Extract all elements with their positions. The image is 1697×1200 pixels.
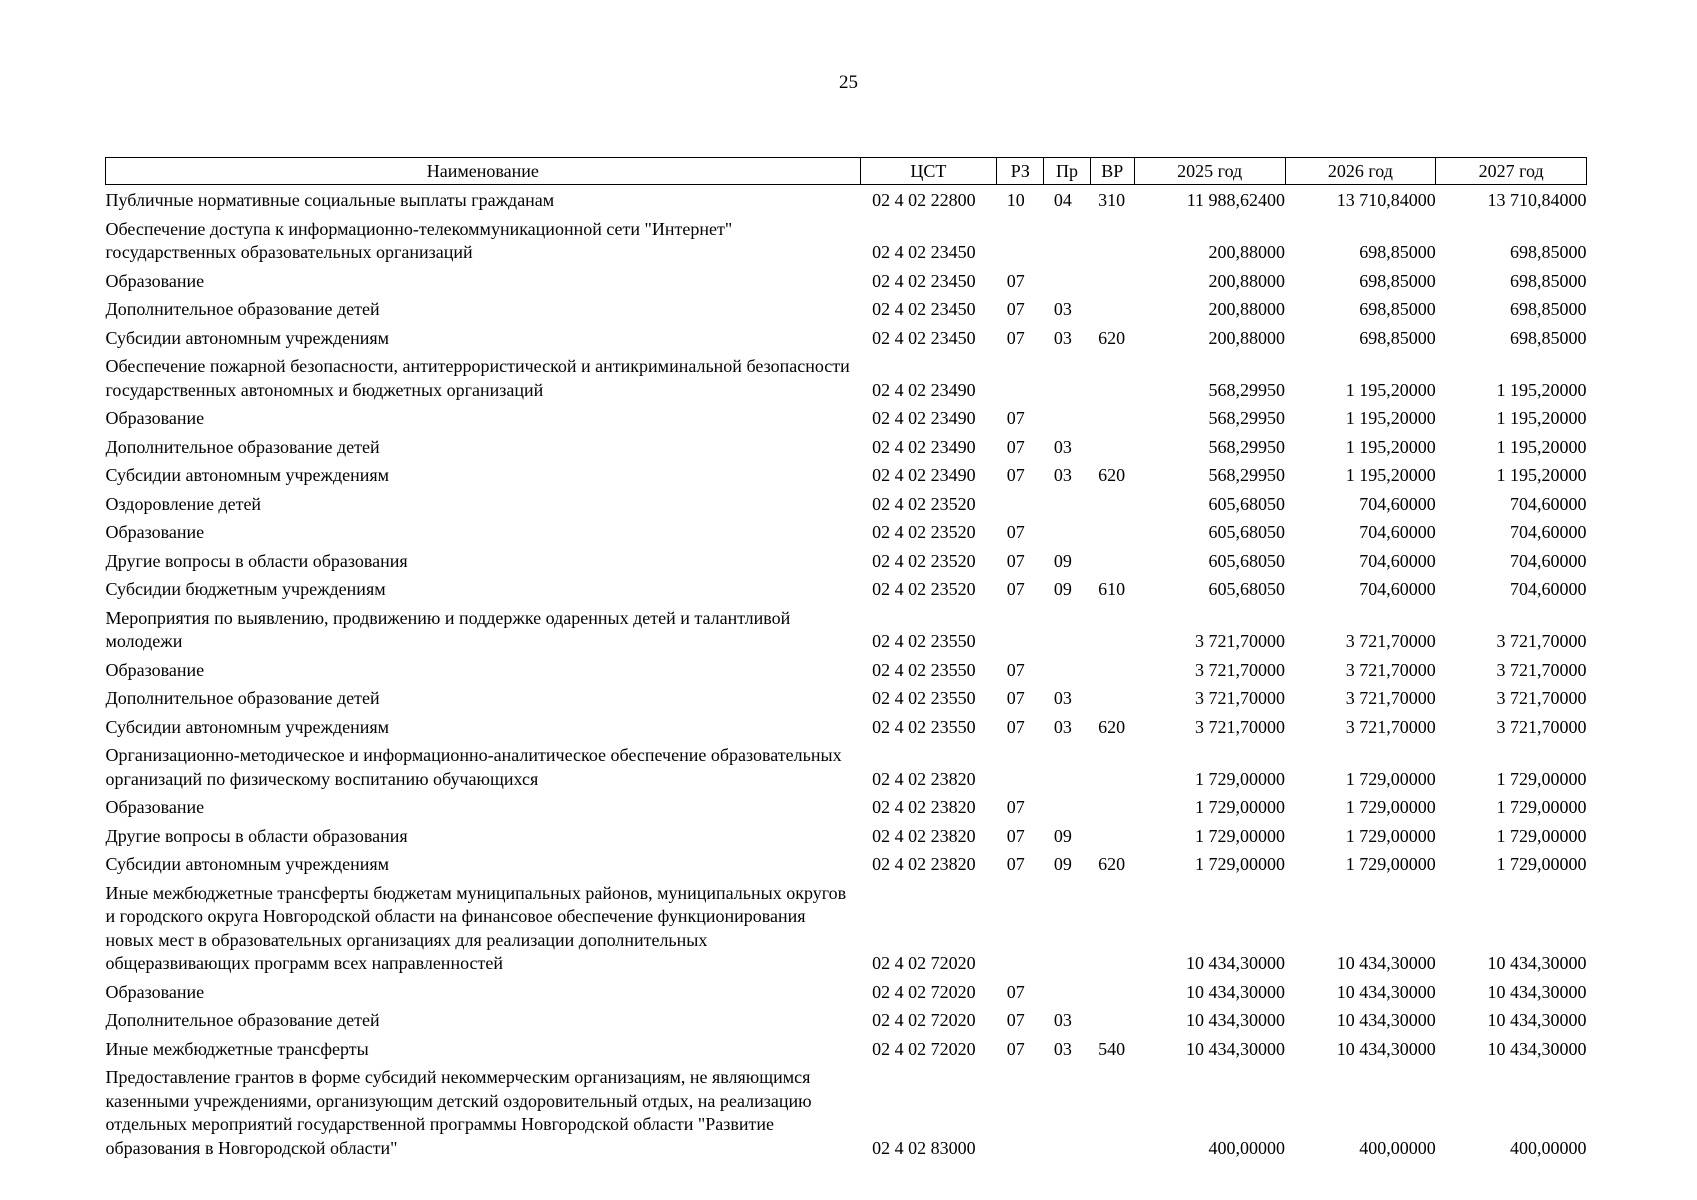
row-rz bbox=[997, 488, 1044, 517]
row-cst: 02 4 02 22800 bbox=[872, 190, 976, 210]
header-name: Наименование bbox=[106, 158, 861, 185]
table-row bbox=[106, 791, 1587, 820]
row-cst: 02 4 02 23450 bbox=[872, 242, 976, 262]
table-row bbox=[106, 848, 1587, 877]
row-value-2026: 13 710,84000 bbox=[1336, 190, 1436, 210]
row-name: Образование bbox=[105, 797, 205, 817]
row-name: Другие вопросы в области образования bbox=[105, 550, 408, 571]
row-value-2025: 1 729,00000 bbox=[1195, 797, 1286, 817]
table-body bbox=[106, 185, 1587, 1161]
header-2026: 2026 год bbox=[1285, 158, 1436, 185]
row-pr: 03 bbox=[1053, 688, 1072, 708]
row-value-2026: 10 434,30000 bbox=[1336, 1010, 1436, 1030]
row-pr: 03 bbox=[1053, 465, 1072, 485]
row-vr: 610 bbox=[1098, 579, 1126, 599]
row-cst: 02 4 02 23550 bbox=[872, 659, 976, 680]
row-pr: 03 bbox=[1053, 1010, 1072, 1030]
row-cst: 02 4 02 23520 bbox=[872, 550, 976, 571]
row-rz: 07 bbox=[1006, 579, 1025, 599]
row-value-2027: 1 729,00000 bbox=[1496, 797, 1587, 817]
table-row bbox=[106, 516, 1587, 545]
row-value-2026: 1 729,00000 bbox=[1345, 797, 1436, 817]
row-name: Образование bbox=[105, 659, 205, 680]
row-cst: 02 4 02 23820 bbox=[872, 825, 976, 846]
row-value-2025: 605,68050 bbox=[1208, 493, 1286, 514]
row-cst: 02 4 02 23450 bbox=[872, 327, 976, 348]
row-value-2026: 1 195,20000 bbox=[1345, 436, 1436, 457]
row-cst: 02 4 02 23490 bbox=[872, 436, 976, 457]
row-value-2027: 704,60000 bbox=[1510, 493, 1587, 514]
table-row bbox=[106, 877, 1587, 976]
row-value-2026: 400,00000 bbox=[1359, 1137, 1436, 1158]
row-value-2026: 1 195,20000 bbox=[1345, 465, 1436, 485]
row-value-2025: 10 434,30000 bbox=[1186, 981, 1286, 1002]
row-value-2027: 704,60000 bbox=[1510, 550, 1587, 571]
row-value-2026: 698,85000 bbox=[1359, 270, 1436, 291]
row-value-2027: 1 195,20000 bbox=[1496, 408, 1587, 428]
budget-table bbox=[105, 157, 1587, 1160]
row-pr bbox=[1044, 1061, 1090, 1160]
row-name: Образование bbox=[105, 408, 205, 428]
row-cst: 02 4 02 23820 bbox=[872, 768, 976, 789]
row-value-2025: 10 434,30000 bbox=[1186, 1010, 1286, 1030]
row-value-2026: 10 434,30000 bbox=[1336, 953, 1436, 973]
row-rz bbox=[997, 739, 1044, 791]
row-vr bbox=[1090, 213, 1134, 265]
row-vr bbox=[1090, 1004, 1134, 1033]
row-pr: 03 bbox=[1053, 436, 1072, 457]
row-value-2027: 1 195,20000 bbox=[1496, 436, 1587, 457]
row-value-2027: 698,85000 bbox=[1510, 299, 1587, 319]
row-cst: 02 4 02 23490 bbox=[872, 408, 976, 428]
row-value-2027: 3 721,70000 bbox=[1496, 631, 1587, 651]
row-rz bbox=[997, 877, 1044, 976]
row-vr bbox=[1090, 1061, 1134, 1160]
row-value-2026: 1 729,00000 bbox=[1345, 768, 1436, 789]
row-value-2025: 3 721,70000 bbox=[1195, 688, 1286, 708]
row-value-2027: 704,60000 bbox=[1510, 522, 1587, 542]
row-rz: 07 bbox=[1006, 688, 1025, 708]
table-row bbox=[106, 459, 1587, 488]
row-value-2026: 10 434,30000 bbox=[1336, 981, 1436, 1002]
row-vr: 620 bbox=[1098, 716, 1126, 737]
row-rz: 07 bbox=[1006, 270, 1025, 291]
row-rz: 07 bbox=[1006, 299, 1025, 319]
row-value-2027: 1 195,20000 bbox=[1496, 379, 1587, 400]
row-name: Субсидии автономным учреждениям bbox=[105, 854, 390, 874]
table-row bbox=[106, 265, 1587, 294]
row-value-2025: 200,88000 bbox=[1208, 327, 1286, 348]
row-value-2025: 3 721,70000 bbox=[1195, 659, 1286, 680]
row-vr bbox=[1090, 431, 1134, 460]
row-value-2026: 10 434,30000 bbox=[1336, 1038, 1436, 1059]
row-rz bbox=[997, 602, 1044, 654]
row-value-2025: 10 434,30000 bbox=[1186, 1038, 1286, 1059]
table-row bbox=[106, 1033, 1587, 1062]
row-rz: 07 bbox=[1006, 436, 1025, 457]
row-cst: 02 4 02 23550 bbox=[872, 688, 976, 708]
row-vr bbox=[1090, 545, 1134, 574]
row-vr bbox=[1090, 516, 1134, 545]
row-rz: 07 bbox=[1006, 408, 1025, 428]
row-cst: 02 4 02 23820 bbox=[872, 854, 976, 874]
row-vr bbox=[1090, 682, 1134, 711]
row-value-2026: 698,85000 bbox=[1359, 242, 1436, 262]
table-row bbox=[106, 350, 1587, 402]
row-rz: 07 bbox=[1006, 825, 1025, 846]
row-vr bbox=[1090, 488, 1134, 517]
row-name: Дополнительное образование детей bbox=[105, 688, 380, 708]
row-rz: 10 bbox=[1006, 190, 1025, 210]
row-name: Другие вопросы в области образования bbox=[105, 825, 408, 846]
row-value-2027: 3 721,70000 bbox=[1496, 688, 1587, 708]
row-value-2025: 1 729,00000 bbox=[1195, 768, 1286, 789]
row-value-2027: 698,85000 bbox=[1510, 270, 1587, 291]
row-cst: 02 4 02 23820 bbox=[872, 797, 976, 817]
row-name: Мероприятия по выявлению, продвижению и поддержке одаренных детей и талантливой молодежи bbox=[105, 607, 791, 651]
row-value-2026: 1 195,20000 bbox=[1345, 408, 1436, 428]
row-pr: 03 bbox=[1053, 299, 1072, 319]
table-row bbox=[106, 976, 1587, 1005]
row-value-2027: 698,85000 bbox=[1510, 327, 1587, 348]
header-pr: Пр bbox=[1044, 158, 1090, 185]
row-value-2026: 3 721,70000 bbox=[1345, 631, 1436, 651]
row-name: Образование bbox=[105, 522, 205, 542]
row-vr: 620 bbox=[1098, 327, 1126, 348]
row-value-2026: 704,60000 bbox=[1359, 550, 1436, 571]
row-cst: 02 4 02 83000 bbox=[872, 1137, 976, 1158]
row-vr bbox=[1090, 820, 1134, 849]
row-value-2026: 3 721,70000 bbox=[1345, 688, 1436, 708]
row-value-2025: 605,68050 bbox=[1208, 579, 1286, 599]
row-value-2025: 568,29950 bbox=[1208, 379, 1286, 400]
row-pr bbox=[1044, 976, 1090, 1005]
header-2025: 2025 год bbox=[1134, 158, 1285, 185]
row-value-2027: 1 195,20000 bbox=[1496, 465, 1587, 485]
row-value-2026: 704,60000 bbox=[1359, 493, 1436, 514]
table-row bbox=[106, 402, 1587, 431]
row-name: Субсидии автономным учреждениям bbox=[105, 327, 390, 348]
row-vr bbox=[1090, 976, 1134, 1005]
row-value-2026: 704,60000 bbox=[1359, 579, 1436, 599]
row-value-2025: 568,29950 bbox=[1208, 465, 1286, 485]
row-rz: 07 bbox=[1006, 465, 1025, 485]
row-rz bbox=[997, 1061, 1044, 1160]
row-vr bbox=[1090, 350, 1134, 402]
row-value-2027: 10 434,30000 bbox=[1487, 953, 1587, 973]
table-row bbox=[106, 739, 1587, 791]
row-cst: 02 4 02 72020 bbox=[872, 953, 976, 973]
row-value-2025: 200,88000 bbox=[1208, 270, 1286, 291]
row-value-2027: 1 729,00000 bbox=[1496, 825, 1587, 846]
row-name: Иные межбюджетные трансферты бюджетам муниципальных районов, муниципальных округов и городского округа Новгородской области на финансовое обеспечение функционирования новых мест в образовательных организациях для реализации дополнительных общеразвивающих программ всех направленностей bbox=[105, 882, 847, 973]
table-row bbox=[106, 1061, 1587, 1160]
row-rz: 07 bbox=[1006, 659, 1025, 680]
row-value-2026: 3 721,70000 bbox=[1345, 659, 1436, 680]
row-name: Предоставление грантов в форме субсидий некоммерческим организациям, не являющимся казенными учреждениями, организующим детский оздоровительный отдых, на реализацию отдельных мероприятий государственной программы Новгородской области "Развитие образования в Новгородской области" bbox=[105, 1067, 812, 1158]
row-name: Оздоровление детей bbox=[105, 493, 262, 514]
row-vr bbox=[1090, 654, 1134, 683]
row-name: Организационно-методическое и информационно-аналитическое обеспечение образовательных организаций по физическому воспитанию обучающихся bbox=[105, 745, 842, 789]
table-row bbox=[106, 573, 1587, 602]
row-pr bbox=[1044, 213, 1090, 265]
row-pr: 03 bbox=[1053, 327, 1072, 348]
table-row bbox=[106, 711, 1587, 740]
table-row bbox=[106, 1004, 1587, 1033]
header-vr: ВР bbox=[1090, 158, 1134, 185]
row-rz: 07 bbox=[1006, 550, 1025, 571]
row-rz bbox=[997, 350, 1044, 402]
table-row bbox=[106, 293, 1587, 322]
row-pr: 03 bbox=[1053, 1038, 1072, 1059]
row-cst: 02 4 02 23520 bbox=[872, 493, 976, 514]
row-pr bbox=[1044, 791, 1090, 820]
row-cst: 02 4 02 23520 bbox=[872, 522, 976, 542]
row-cst: 02 4 02 23550 bbox=[872, 716, 976, 737]
table-row bbox=[106, 213, 1587, 265]
row-value-2025: 1 729,00000 bbox=[1195, 825, 1286, 846]
row-value-2027: 400,00000 bbox=[1510, 1137, 1587, 1158]
row-value-2027: 10 434,30000 bbox=[1487, 1038, 1587, 1059]
row-value-2027: 698,85000 bbox=[1510, 242, 1587, 262]
row-value-2025: 400,00000 bbox=[1208, 1137, 1286, 1158]
table-header-row bbox=[106, 158, 1587, 185]
row-vr bbox=[1090, 265, 1134, 294]
row-name: Субсидии автономным учреждениям bbox=[105, 716, 390, 737]
row-name: Обеспечение пожарной безопасности, антитеррористической и антикриминальной безопасности государственных автономных и бюджетных организаций bbox=[105, 356, 850, 400]
table-row bbox=[106, 820, 1587, 849]
row-cst: 02 4 02 23450 bbox=[872, 299, 976, 319]
row-value-2025: 605,68050 bbox=[1208, 522, 1286, 542]
row-rz: 07 bbox=[1006, 981, 1025, 1002]
row-value-2025: 568,29950 bbox=[1208, 436, 1286, 457]
row-vr bbox=[1090, 602, 1134, 654]
row-value-2027: 3 721,70000 bbox=[1496, 659, 1587, 680]
row-pr: 09 bbox=[1053, 550, 1072, 571]
row-vr: 310 bbox=[1098, 190, 1126, 210]
row-vr bbox=[1090, 293, 1134, 322]
row-value-2027: 10 434,30000 bbox=[1487, 1010, 1587, 1030]
row-pr bbox=[1044, 877, 1090, 976]
row-pr bbox=[1044, 654, 1090, 683]
row-pr bbox=[1044, 739, 1090, 791]
row-vr bbox=[1090, 402, 1134, 431]
row-cst: 02 4 02 72020 bbox=[872, 1038, 976, 1059]
row-vr bbox=[1090, 791, 1134, 820]
row-name: Обеспечение доступа к информационно-телекоммуникационной сети "Интернет" государственных образовательных организаций bbox=[105, 218, 733, 262]
header-rz: РЗ bbox=[997, 158, 1044, 185]
row-value-2027: 3 721,70000 bbox=[1496, 716, 1587, 737]
row-pr: 04 bbox=[1053, 190, 1072, 210]
table-row bbox=[106, 545, 1587, 574]
row-cst: 02 4 02 23450 bbox=[872, 270, 976, 291]
row-value-2026: 704,60000 bbox=[1359, 522, 1436, 542]
header-2027: 2027 год bbox=[1436, 158, 1587, 185]
row-rz: 07 bbox=[1006, 797, 1025, 817]
row-value-2025: 200,88000 bbox=[1208, 299, 1286, 319]
table-row bbox=[106, 431, 1587, 460]
table-row bbox=[106, 682, 1587, 711]
row-value-2025: 200,88000 bbox=[1208, 242, 1286, 262]
row-value-2026: 3 721,70000 bbox=[1345, 716, 1436, 737]
row-value-2027: 10 434,30000 bbox=[1487, 981, 1587, 1002]
row-value-2025: 3 721,70000 bbox=[1195, 631, 1286, 651]
row-cst: 02 4 02 72020 bbox=[872, 1010, 976, 1030]
row-name: Иные межбюджетные трансферты bbox=[105, 1038, 369, 1059]
row-value-2027: 1 729,00000 bbox=[1496, 854, 1587, 874]
row-value-2027: 1 729,00000 bbox=[1496, 768, 1587, 789]
row-value-2025: 3 721,70000 bbox=[1195, 716, 1286, 737]
row-vr: 540 bbox=[1098, 1038, 1126, 1059]
row-rz: 07 bbox=[1006, 522, 1025, 542]
row-rz: 07 bbox=[1006, 1038, 1025, 1059]
row-rz: 07 bbox=[1006, 854, 1025, 874]
table-row bbox=[106, 654, 1587, 683]
row-value-2025: 11 988,62400 bbox=[1186, 190, 1286, 210]
table-row bbox=[106, 322, 1587, 351]
row-pr bbox=[1044, 602, 1090, 654]
row-value-2025: 568,29950 bbox=[1208, 408, 1286, 428]
row-value-2026: 698,85000 bbox=[1359, 327, 1436, 348]
row-pr: 03 bbox=[1053, 716, 1072, 737]
table-row bbox=[106, 185, 1587, 213]
row-cst: 02 4 02 23490 bbox=[872, 379, 976, 400]
row-cst: 02 4 02 23490 bbox=[872, 465, 976, 485]
row-vr: 620 bbox=[1098, 465, 1126, 485]
row-name: Публичные нормативные социальные выплаты гражданам bbox=[105, 190, 555, 210]
row-name: Субсидии автономным учреждениям bbox=[105, 465, 390, 485]
row-value-2026: 1 729,00000 bbox=[1345, 854, 1436, 874]
page-number: 25 bbox=[839, 72, 858, 93]
row-vr bbox=[1090, 739, 1134, 791]
row-rz: 07 bbox=[1006, 716, 1025, 737]
row-name: Образование bbox=[105, 270, 205, 291]
row-value-2026: 698,85000 bbox=[1359, 299, 1436, 319]
row-pr bbox=[1044, 350, 1090, 402]
row-rz: 07 bbox=[1006, 327, 1025, 348]
row-rz: 07 bbox=[1006, 1010, 1025, 1030]
row-value-2025: 10 434,30000 bbox=[1186, 953, 1286, 973]
row-vr: 620 bbox=[1098, 854, 1126, 874]
row-name: Образование bbox=[105, 981, 205, 1002]
row-pr: 09 bbox=[1053, 579, 1072, 599]
row-name: Дополнительное образование детей bbox=[105, 1010, 380, 1030]
header-cst: ЦСТ bbox=[860, 158, 997, 185]
table-row bbox=[106, 488, 1587, 517]
row-pr bbox=[1044, 488, 1090, 517]
row-cst: 02 4 02 23520 bbox=[872, 579, 976, 599]
row-pr bbox=[1044, 402, 1090, 431]
row-value-2027: 704,60000 bbox=[1510, 579, 1587, 599]
row-rz bbox=[997, 213, 1044, 265]
row-pr: 09 bbox=[1053, 854, 1072, 874]
row-value-2027: 13 710,84000 bbox=[1487, 190, 1587, 210]
row-name: Дополнительное образование детей bbox=[105, 436, 380, 457]
row-name: Субсидии бюджетным учреждениям bbox=[105, 579, 386, 599]
row-value-2025: 1 729,00000 bbox=[1195, 854, 1286, 874]
row-name: Дополнительное образование детей bbox=[105, 299, 380, 319]
row-pr bbox=[1044, 265, 1090, 294]
row-pr bbox=[1044, 516, 1090, 545]
row-cst: 02 4 02 72020 bbox=[872, 981, 976, 1002]
table-row bbox=[106, 602, 1587, 654]
row-vr bbox=[1090, 877, 1134, 976]
row-value-2025: 605,68050 bbox=[1208, 550, 1286, 571]
row-cst: 02 4 02 23550 bbox=[872, 631, 976, 651]
row-value-2026: 1 729,00000 bbox=[1345, 825, 1436, 846]
row-value-2026: 1 195,20000 bbox=[1345, 379, 1436, 400]
row-pr: 09 bbox=[1053, 825, 1072, 846]
